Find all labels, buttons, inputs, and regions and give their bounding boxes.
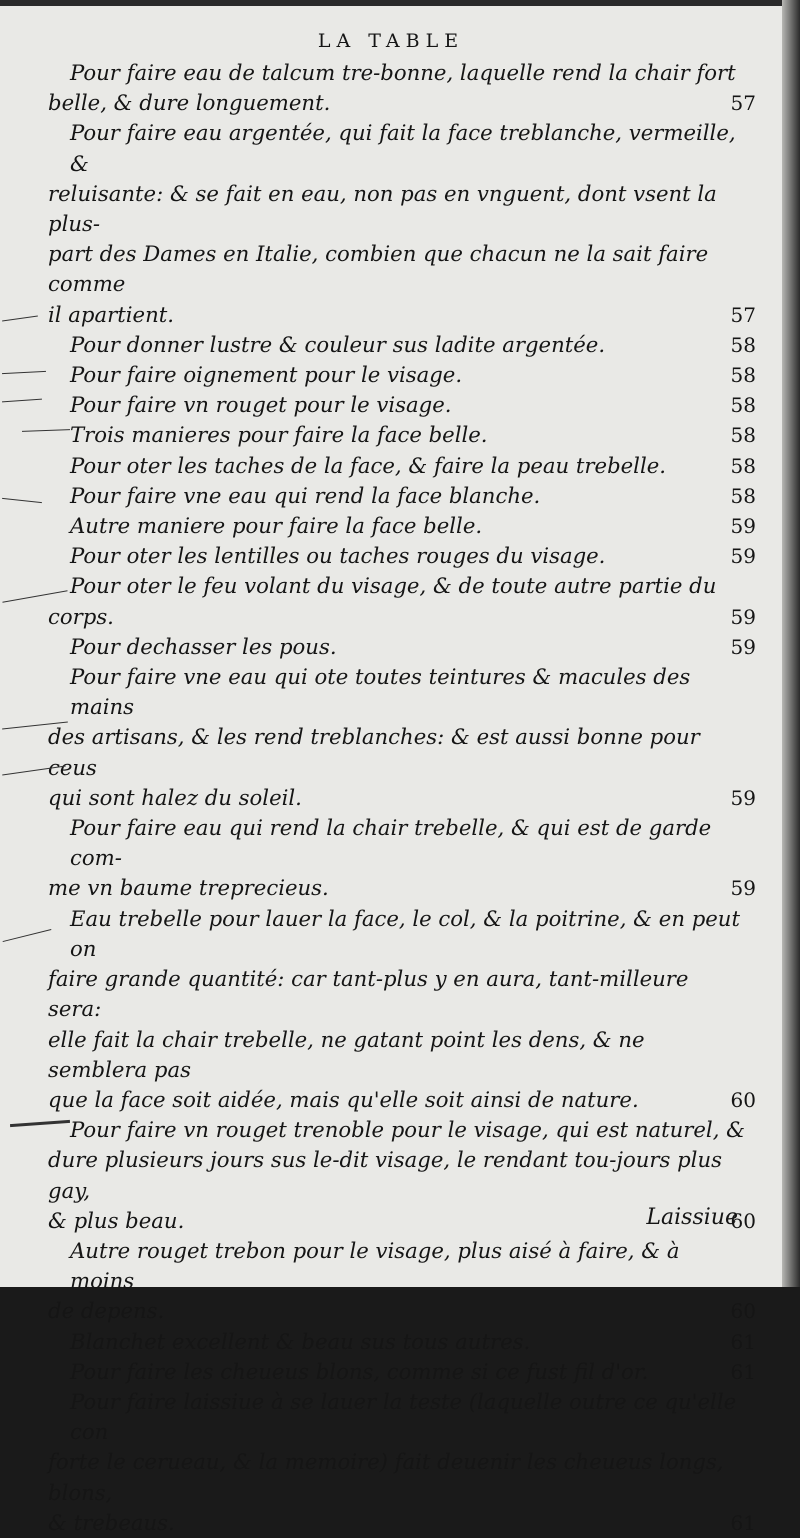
- toc-entry: [70, 1357, 756, 1387]
- page-number: 58: [730, 453, 756, 478]
- entry-line: & plus beau.: [48, 1207, 185, 1233]
- page-number: 58: [730, 363, 756, 388]
- margin-mark: [2, 498, 42, 503]
- running-head: LA TABLE: [317, 30, 465, 52]
- entry-line: corps.: [48, 603, 114, 629]
- margin-mark: [2, 316, 38, 322]
- page-number: 61: [730, 1359, 756, 1384]
- entry-line: Trois manieres pour faire la face belle.: [70, 422, 488, 448]
- entry-line: part des Dames en Italie, combien que chacun ne la sait faire comme: [48, 241, 709, 297]
- entry-line: Pour oter les taches de la face, & faire la peau trebelle.: [70, 452, 667, 478]
- entry-line: elle fait la chair trebelle, ne gatant point les dens, & ne semblera pas: [48, 1026, 645, 1082]
- entry-line: Pour faire eau argentée, qui fait la face treblanche, vermeille, &: [70, 120, 736, 176]
- toc-entry: [70, 481, 756, 511]
- margin-mark: [2, 399, 42, 403]
- entry-line: Pour oter le feu volant du visage, & de toute autre partie du: [70, 573, 717, 599]
- entry-line: me vn baume treprecieus.: [48, 875, 329, 901]
- entry-line: Blanchet excellent & beau sus tous autres.: [70, 1328, 531, 1354]
- toc-entry: [48, 1236, 756, 1327]
- margin-mark: [3, 929, 52, 942]
- entry-line: Autre rouget trebon pour le visage, plus aisé à faire, & à moins: [70, 1237, 680, 1294]
- entry-line: qui sont halez du soleil.: [48, 784, 302, 810]
- entry-line: que la face soit aidée, mais qu'elle soit ainsi de nature.: [48, 1086, 639, 1112]
- page-number: 58: [730, 393, 756, 418]
- entry-line: il apartient.: [48, 301, 174, 327]
- toc-entry: [48, 662, 756, 813]
- toc-entry: [70, 511, 756, 541]
- entry-line: Pour faire vne eau qui rend la face blanche.: [70, 482, 541, 508]
- toc-entry: [48, 118, 756, 329]
- entry-line: reluisante: & se fait en eau, non pas en vnguent, dont vsent la plus-: [48, 180, 717, 237]
- toc-entry: [70, 451, 756, 481]
- toc-entry: [70, 390, 756, 420]
- page-number: 58: [730, 332, 756, 357]
- page-number: 59: [730, 544, 756, 569]
- book-spine-shadow: [782, 0, 800, 1287]
- page-number: 60: [730, 1299, 756, 1324]
- entry-line: des artisans, & les rend treblanches: & est aussi bonne pour ceus: [48, 724, 700, 780]
- entry-line: forte le cerueau, & la memoire) fait deuenir les cheueus longs, blons,: [48, 1449, 724, 1505]
- toc-entry: [70, 330, 756, 360]
- toc-entry: [70, 541, 756, 571]
- entry-line: de depens.: [48, 1298, 165, 1324]
- toc-entry: [70, 1327, 756, 1357]
- page-number: 57: [730, 91, 756, 116]
- page-number: 57: [730, 302, 756, 327]
- page-number: 58: [730, 423, 756, 448]
- entry-line: Pour faire eau qui rend la chair trebelle, & qui est de garde com-: [70, 815, 712, 871]
- entry-line: Pour faire laissiue à se lauer la teste (laquelle outre ce qu'elle con: [70, 1388, 737, 1445]
- page-number: 59: [730, 785, 756, 810]
- page-number: 60: [730, 1087, 756, 1112]
- margin-mark: [2, 371, 46, 374]
- entry-line: Pour donner lustre & couleur sus ladite argentée.: [70, 331, 606, 357]
- entry-line: Eau trebelle pour lauer la face, le col, & la poitrine, & en peut on: [70, 905, 740, 961]
- entry-line: Pour faire eau de talcum tre-bonne, laquelle rend la chair fort: [70, 60, 736, 85]
- toc-entry: [70, 360, 756, 390]
- entry-line: Pour dechasser les pous.: [70, 633, 337, 659]
- entry-line: Autre maniere pour faire la face belle.: [70, 513, 483, 539]
- entry-line: belle, & dure longuement.: [48, 90, 331, 116]
- toc-entry: [48, 571, 756, 631]
- page-number: 59: [730, 634, 756, 659]
- toc-entry: [48, 813, 756, 904]
- entry-line: dure plusieurs jours sus le-dit visage, le rendant tou-jours plus gay,: [48, 1147, 722, 1203]
- margin-mark: [22, 429, 70, 432]
- page-number: 59: [730, 514, 756, 539]
- entry-line: Pour faire vn rouget trenoble pour le visage, qui est naturel, &: [70, 1117, 746, 1143]
- toc-entry: [70, 420, 756, 450]
- page-number: 61: [730, 1510, 756, 1535]
- entry-line: faire grande quantité: car tant-plus y en aura, tant-milleure sera:: [48, 966, 689, 1022]
- entry-line: Pour faire oignement pour le visage.: [70, 362, 463, 388]
- entry-line: Pour faire les cheueus blons, comme si ce fust fil d'or.: [70, 1358, 649, 1384]
- catchword: Laissiue: [646, 1205, 738, 1230]
- page-number: 59: [730, 604, 756, 629]
- table-of-contents: [48, 58, 756, 1538]
- entry-line: Pour oter les lentilles ou taches rouges du visage.: [70, 543, 606, 569]
- toc-entry: [48, 904, 756, 1115]
- entry-line: & trebeaus.: [48, 1509, 175, 1535]
- toc-entry: [48, 58, 756, 118]
- page-number: 60: [730, 1208, 756, 1233]
- toc-entry: [70, 632, 756, 662]
- margin-mark: [10, 1120, 70, 1127]
- entry-line: Pour faire vn rouget pour le visage.: [70, 392, 452, 418]
- entry-line: Pour faire vne eau qui ote toutes teintures & macules des mains: [70, 664, 691, 720]
- scan-edge: [0, 0, 800, 6]
- toc-entry: [48, 1387, 756, 1538]
- page-number: 61: [730, 1329, 756, 1354]
- toc-entry: [48, 1115, 756, 1236]
- page-number: 58: [730, 483, 756, 508]
- page-number: 59: [730, 876, 756, 901]
